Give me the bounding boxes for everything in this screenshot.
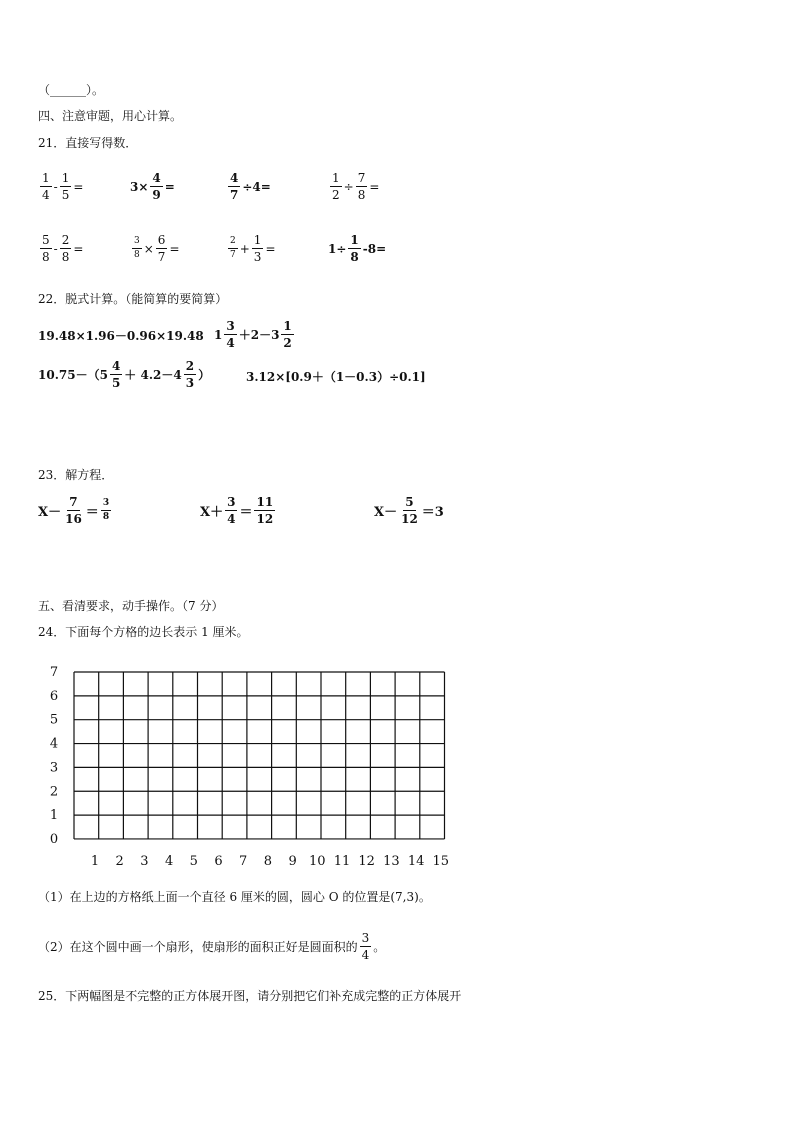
y-tick-label: 5 (49, 712, 59, 728)
q21-item-7: $\frac{2}{7}$ + $\frac{1}{3}$ = (230, 233, 276, 264)
x-tick-label: 9 (288, 853, 297, 869)
q23-equation-3: X－ $\frac{5}{12}$ ＝3 (374, 495, 444, 526)
section4-title: 四、注意审题，用心计算。 (38, 109, 183, 123)
q22-title: 22．脱式计算。（能简算的要简算） (38, 292, 228, 306)
x-tick-label: 13 (383, 853, 400, 869)
x-tick-label: 2 (115, 853, 124, 869)
grid-paper (30, 660, 500, 870)
q21-item-2: 3× $\frac{4}{9}$ = (130, 171, 175, 202)
q22-expression-2: 1 $\frac{3}{4}$ ＋2－3 $\frac{1}{2}$ (214, 319, 292, 350)
q25-title: 25．下两幅图是不完整的正方体展开图，请分别把它们补充成完整的正方体展开 (38, 989, 462, 1003)
x-tick-label: 10 (309, 853, 326, 869)
x-tick-label: 5 (189, 853, 198, 869)
y-tick-label: 7 (49, 665, 59, 680)
x-tick-label: 4 (164, 853, 174, 869)
y-tick-label: 6 (49, 688, 59, 704)
fraction: $\frac{1}{4}$ (42, 171, 50, 202)
fraction: $\frac{2}{7}$ (230, 236, 236, 260)
x-tick-label: 6 (214, 853, 223, 869)
fraction: $\frac{3}{4}$ (361, 931, 370, 962)
q21-item-4: $\frac{1}{2}$ ÷ $\frac{7}{8}$ = (332, 171, 380, 202)
x-tick-label: 8 (263, 853, 273, 869)
fraction: $\frac{1}{8}$ (350, 233, 359, 264)
q23-title: 23．解方程． (38, 468, 114, 482)
fraction: $\frac{3}{8}$ (102, 498, 110, 522)
fraction: $\frac{2}{3}$ (185, 359, 195, 390)
x-tick-label: 11 (333, 853, 351, 869)
y-tick-label: 2 (49, 784, 59, 800)
fraction: $\frac{4}{5}$ (111, 359, 121, 390)
q21-item-8: 1÷ $\frac{1}{8}$ -8= (328, 233, 387, 264)
fraction: $\frac{11}{12}$ (256, 495, 274, 526)
fraction: $\frac{3}{4}$ (226, 319, 235, 350)
q21-item-5: $\frac{5}{8}$ - $\frac{2}{8}$ = (42, 233, 84, 264)
q23-equation-1: X－ $\frac{7}{16}$ ＝ $\frac{3}{8}$ (38, 495, 110, 526)
q22-expression-3: 10.75－（5 $\frac{4}{5}$ ＋ 4.2－4 $\frac{2}{3}$ ） (38, 359, 211, 390)
y-tick-label: 1 (49, 808, 59, 824)
fraction: $\frac{2}{8}$ (61, 233, 70, 264)
fraction: $\frac{3}{4}$ (227, 495, 236, 526)
q24-title: 24．下面每个方格的边长表示 1 厘米。 (38, 625, 249, 639)
q21-item-3: $\frac{4}{7}$ ÷4= (230, 171, 271, 202)
q24-sub2: （2）在这个圆中画一个扇形，使扇形的面积正好是圆面积的 $\frac{3}{4}$ 。 (38, 931, 386, 962)
x-tick-label: 3 (140, 853, 149, 869)
q24-sub1: （1）在上边的方格纸上面一个直径 6 厘米的圆，圆心 O 的位置是(7,3)。 (38, 890, 431, 904)
x-tick-label: 1 (90, 853, 100, 869)
fraction: $\frac{1}{2}$ (332, 171, 340, 202)
q21-item-6: $\frac{3}{8}$ × $\frac{6}{7}$ = (134, 233, 180, 264)
fraction: $\frac{4}{9}$ (152, 171, 161, 202)
top-answer-blank: （______）。 (38, 83, 105, 97)
fraction: $\frac{1}{5}$ (61, 171, 70, 202)
grid-svg (30, 660, 500, 870)
q22-expression-4: 3.12×[0.9＋（1－0.3）÷0.1] (246, 370, 426, 384)
section5-title: 五、看清要求，动手操作。（7 分） (38, 599, 224, 613)
q21-item-1: $\frac{1}{4}$ - $\frac{1}{5}$ = (42, 171, 84, 202)
fraction: $\frac{1}{3}$ (253, 233, 262, 264)
fraction: $\frac{1}{2}$ (283, 319, 292, 350)
fraction: $\frac{4}{7}$ (230, 171, 239, 202)
fraction: $\frac{5}{8}$ (42, 233, 50, 264)
fraction: $\frac{3}{8}$ (134, 236, 140, 260)
x-tick-label: 15 (432, 853, 450, 869)
y-tick-label: 4 (49, 736, 59, 752)
fraction: $\frac{6}{7}$ (157, 233, 166, 264)
x-tick-label: 14 (407, 853, 425, 869)
fraction: $\frac{5}{12}$ (401, 495, 418, 526)
y-tick-label: 0 (49, 831, 59, 847)
x-tick-label: 12 (358, 853, 375, 869)
fraction: $\frac{7}{16}$ (65, 495, 82, 526)
q21-title: 21．直接写得数． (38, 136, 138, 150)
y-tick-label: 3 (49, 760, 59, 776)
x-tick-label: 7 (239, 853, 248, 869)
q23-equation-2: X＋ $\frac{3}{4}$ ＝ $\frac{11}{12}$ (200, 495, 274, 526)
q22-expression-1: 19.48×1.96－0.96×19.48 (38, 329, 204, 343)
fraction: $\frac{7}{8}$ (357, 171, 366, 202)
